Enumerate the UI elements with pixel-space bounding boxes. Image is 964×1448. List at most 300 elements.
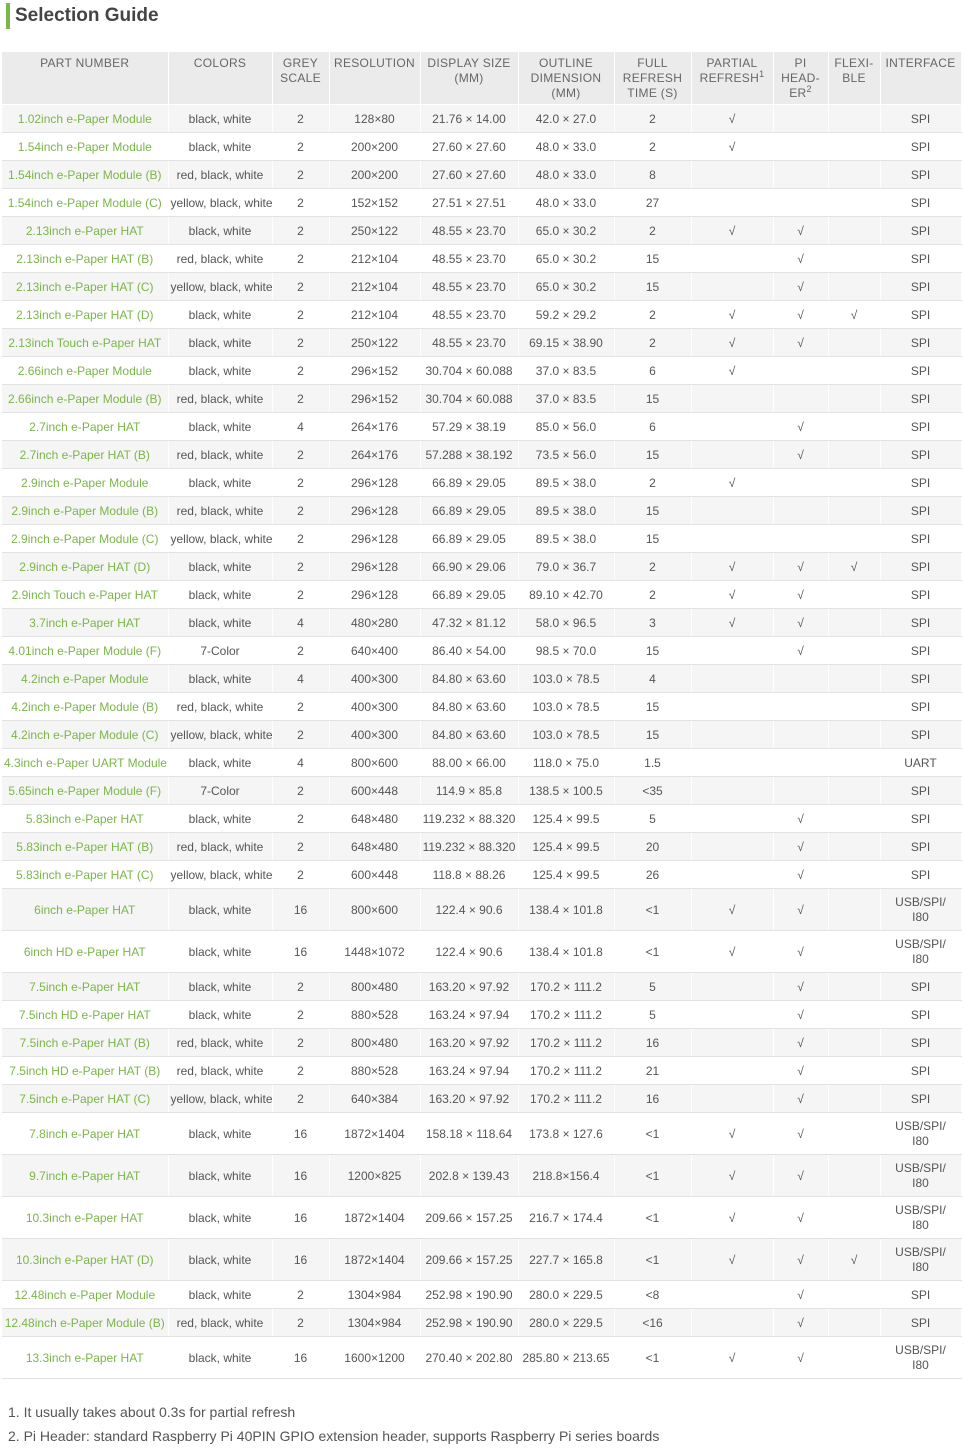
cell-part-number[interactable] xyxy=(2,805,168,833)
cell-full-refresh: 2 xyxy=(614,581,691,609)
cell-resolution: 200×200 xyxy=(329,133,420,161)
part-link[interactable]: 10.3inch e-Paper HAT xyxy=(25,1210,144,1225)
part-link[interactable]: 5.83inch e-Paper HAT (C) xyxy=(15,867,154,882)
cell-flexible xyxy=(828,609,880,637)
cell-display-size: 48.55 × 23.70 xyxy=(420,301,518,329)
cell-display-size: 118.8 × 88.26 xyxy=(420,861,518,889)
part-link[interactable]: 2.9inch e-Paper Module (B) xyxy=(11,503,159,518)
cell-full-refresh: <1 xyxy=(614,1239,691,1281)
part-link[interactable]: 7.5inch HD e-Paper HAT xyxy=(18,1007,151,1022)
cell-partial-refresh xyxy=(691,1057,773,1085)
cell-full-refresh: 5 xyxy=(614,805,691,833)
cell-interface: SPI xyxy=(880,245,961,273)
cell-colors: black, white xyxy=(168,749,272,777)
table-row xyxy=(2,413,961,441)
cell-resolution: 400×300 xyxy=(329,721,420,749)
part-link[interactable]: 12.48inch e-Paper Module xyxy=(14,1287,156,1302)
table-row xyxy=(2,469,961,497)
cell-pi-header: √ xyxy=(773,581,828,609)
cell-colors: black, white xyxy=(168,609,272,637)
cell-colors: black, white xyxy=(168,665,272,693)
cell-part-number[interactable] xyxy=(2,1057,168,1085)
cell-interface: SPI xyxy=(880,441,961,469)
cell-part-number[interactable] xyxy=(2,665,168,693)
table-row xyxy=(2,301,961,329)
part-link[interactable]: 5.65inch e-Paper Module (F) xyxy=(8,783,162,798)
cell-interface: SPI xyxy=(880,301,961,329)
cell-colors: red, black, white xyxy=(168,693,272,721)
cell-pi-header: √ xyxy=(773,441,828,469)
cell-flexible xyxy=(828,721,880,749)
cell-full-refresh: 2 xyxy=(614,217,691,245)
cell-pi-header: √ xyxy=(773,609,828,637)
header-grey-scale: GREY SCALE xyxy=(272,52,329,105)
cell-grey-scale: 2 xyxy=(272,805,329,833)
cell-resolution: 250×122 xyxy=(329,329,420,357)
cell-grey-scale: 2 xyxy=(272,637,329,665)
cell-grey-scale: 4 xyxy=(272,665,329,693)
cell-resolution: 250×122 xyxy=(329,217,420,245)
cell-colors: black, white xyxy=(168,357,272,385)
cell-part-number[interactable] xyxy=(2,1337,168,1379)
cell-interface: SPI xyxy=(880,1001,961,1029)
part-link[interactable]: 2.7inch e-Paper HAT xyxy=(29,419,141,434)
cell-part-number[interactable] xyxy=(2,245,168,273)
cell-flexible xyxy=(828,581,880,609)
cell-colors: black, white xyxy=(168,581,272,609)
cell-partial-refresh xyxy=(691,441,773,469)
cell-full-refresh: 3 xyxy=(614,609,691,637)
part-link[interactable]: 12.48inch e-Paper Module (B) xyxy=(4,1315,165,1330)
cell-interface: SPI xyxy=(880,1309,961,1337)
cell-colors: black, white xyxy=(168,329,272,357)
footnote-1: 1. It usually takes about 0.3s for partial refresh xyxy=(8,1404,296,1420)
cell-partial-refresh xyxy=(691,1309,773,1337)
cell-colors: red, black, white xyxy=(168,497,272,525)
cell-pi-header: √ xyxy=(773,1337,828,1379)
cell-partial-refresh xyxy=(691,861,773,889)
cell-interface: SPI xyxy=(880,469,961,497)
cell-outline-dimension: 73.5 × 56.0 xyxy=(518,441,614,469)
cell-display-size: 30.704 × 60.088 xyxy=(420,357,518,385)
cell-pi-header: √ xyxy=(773,805,828,833)
part-link[interactable]: 1.02inch e-Paper Module xyxy=(17,111,152,126)
cell-part-number[interactable] xyxy=(2,189,168,217)
part-link[interactable]: 1.54inch e-Paper Module (C) xyxy=(7,195,162,210)
cell-interface: SPI xyxy=(880,721,961,749)
part-link[interactable]: 2.13inch e-Paper HAT xyxy=(25,223,144,238)
cell-full-refresh: 2 xyxy=(614,133,691,161)
header-resolution: RESOLUTION xyxy=(329,52,420,105)
part-link[interactable]: 5.83inch e-Paper HAT xyxy=(25,811,144,826)
cell-part-number[interactable] xyxy=(2,441,168,469)
cell-display-size: 252.98 × 190.90 xyxy=(420,1309,518,1337)
part-link[interactable]: 2.66inch e-Paper Module xyxy=(17,363,152,378)
cell-part-number[interactable] xyxy=(2,301,168,329)
part-link[interactable]: 10.3inch e-Paper HAT (D) xyxy=(15,1252,154,1267)
cell-part-number[interactable] xyxy=(2,861,168,889)
cell-outline-dimension: 173.8 × 127.6 xyxy=(518,1113,614,1155)
part-link[interactable]: 2.9inch e-Paper Module xyxy=(21,475,149,490)
part-link[interactable]: 4.2inch e-Paper Module xyxy=(21,671,149,686)
cell-part-number[interactable] xyxy=(2,693,168,721)
cell-part-number[interactable] xyxy=(2,357,168,385)
cell-part-number[interactable] xyxy=(2,609,168,637)
cell-part-number[interactable] xyxy=(2,1197,168,1239)
cell-colors: yellow, black, white xyxy=(168,721,272,749)
cell-pi-header xyxy=(773,721,828,749)
cell-interface: SPI xyxy=(880,1281,961,1309)
cell-flexible xyxy=(828,1155,880,1197)
cell-grey-scale: 2 xyxy=(272,329,329,357)
cell-outline-dimension: 118.0 × 75.0 xyxy=(518,749,614,777)
cell-partial-refresh xyxy=(691,805,773,833)
cell-grey-scale: 2 xyxy=(272,1029,329,1057)
part-link[interactable]: 7.5inch e-Paper HAT (B) xyxy=(19,1035,150,1050)
cell-display-size: 66.90 × 29.06 xyxy=(420,553,518,581)
cell-resolution: 880×528 xyxy=(329,1057,420,1085)
table-row xyxy=(2,1155,961,1197)
interface-line-2: I80 xyxy=(912,1133,929,1148)
cell-grey-scale: 2 xyxy=(272,1085,329,1113)
part-link[interactable]: 7.8inch e-Paper HAT xyxy=(29,1126,141,1141)
table-row xyxy=(2,931,961,973)
cell-partial-refresh xyxy=(691,693,773,721)
cell-interface: SPI xyxy=(880,693,961,721)
table-row xyxy=(2,973,961,1001)
part-link[interactable]: 13.3inch e-Paper HAT xyxy=(25,1350,144,1365)
cell-pi-header xyxy=(773,105,828,133)
cell-display-size: 122.4 × 90.6 xyxy=(420,931,518,973)
cell-partial-refresh: √ xyxy=(691,217,773,245)
cell-flexible xyxy=(828,133,880,161)
cell-full-refresh: 6 xyxy=(614,357,691,385)
part-link[interactable]: 6inch HD e-Paper HAT xyxy=(23,944,146,959)
cell-flexible xyxy=(828,1113,880,1155)
interface-line-2: I80 xyxy=(912,1259,929,1274)
cell-part-number[interactable] xyxy=(2,217,168,245)
cell-grey-scale: 2 xyxy=(272,1057,329,1085)
cell-flexible xyxy=(828,385,880,413)
cell-grey-scale: 2 xyxy=(272,1001,329,1029)
cell-outline-dimension: 58.0 × 96.5 xyxy=(518,609,614,637)
cell-full-refresh: <1 xyxy=(614,1197,691,1239)
cell-partial-refresh: √ xyxy=(691,1337,773,1379)
cell-resolution: 200×200 xyxy=(329,161,420,189)
cell-colors: black, white xyxy=(168,553,272,581)
cell-pi-header xyxy=(773,665,828,693)
cell-outline-dimension: 170.2 × 111.2 xyxy=(518,1001,614,1029)
part-link[interactable]: 4.2inch e-Paper Module (B) xyxy=(11,699,159,714)
cell-interface: SPI xyxy=(880,861,961,889)
cell-grey-scale: 2 xyxy=(272,217,329,245)
cell-full-refresh: <1 xyxy=(614,1113,691,1155)
cell-display-size: 114.9 × 85.8 xyxy=(420,777,518,805)
cell-interface xyxy=(880,1197,961,1239)
cell-full-refresh: <35 xyxy=(614,777,691,805)
cell-partial-refresh: √ xyxy=(691,469,773,497)
cell-partial-refresh: √ xyxy=(691,1113,773,1155)
selection-guide-table xyxy=(2,52,962,1379)
part-link[interactable]: 2.9inch e-Paper HAT (D) xyxy=(19,559,151,574)
cell-grey-scale: 2 xyxy=(272,385,329,413)
cell-outline-dimension: 103.0 × 78.5 xyxy=(518,693,614,721)
cell-full-refresh: 27 xyxy=(614,189,691,217)
cell-part-number[interactable] xyxy=(2,1155,168,1197)
cell-part-number[interactable] xyxy=(2,749,168,777)
cell-outline-dimension: 65.0 × 30.2 xyxy=(518,273,614,301)
cell-grey-scale: 2 xyxy=(272,1281,329,1309)
part-link[interactable]: 2.7inch e-Paper HAT (B) xyxy=(19,447,150,462)
part-link[interactable]: 2.13inch e-Paper HAT (D) xyxy=(15,307,154,322)
cell-grey-scale: 2 xyxy=(272,777,329,805)
cell-partial-refresh xyxy=(691,1029,773,1057)
cell-interface: SPI xyxy=(880,805,961,833)
cell-partial-refresh xyxy=(691,385,773,413)
cell-outline-dimension: 138.4 × 101.8 xyxy=(518,889,614,931)
cell-pi-header: √ xyxy=(773,1239,828,1281)
cell-partial-refresh xyxy=(691,497,773,525)
cell-flexible xyxy=(828,329,880,357)
part-link[interactable]: 2.13inch e-Paper HAT (B) xyxy=(16,251,154,266)
cell-full-refresh: 15 xyxy=(614,525,691,553)
cell-part-number[interactable] xyxy=(2,525,168,553)
cell-flexible xyxy=(828,889,880,931)
cell-resolution: 212×104 xyxy=(329,301,420,329)
cell-full-refresh: 26 xyxy=(614,861,691,889)
cell-part-number[interactable] xyxy=(2,833,168,861)
cell-part-number[interactable] xyxy=(2,133,168,161)
cell-flexible xyxy=(828,189,880,217)
cell-resolution: 800×600 xyxy=(329,749,420,777)
cell-outline-dimension: 103.0 × 78.5 xyxy=(518,721,614,749)
cell-interface: SPI xyxy=(880,189,961,217)
part-link[interactable]: 2.9inch Touch e-Paper HAT xyxy=(11,587,158,602)
cell-flexible xyxy=(828,1197,880,1239)
table-row xyxy=(2,805,961,833)
part-link[interactable]: 7.5inch e-Paper HAT (C) xyxy=(19,1091,151,1106)
part-link[interactable]: 7.5inch e-Paper HAT xyxy=(29,979,141,994)
cell-display-size: 163.20 × 97.92 xyxy=(420,1085,518,1113)
cell-full-refresh: 1.5 xyxy=(614,749,691,777)
cell-partial-refresh xyxy=(691,637,773,665)
interface-line-1: USB/SPI/ xyxy=(895,1342,946,1357)
cell-interface: UART xyxy=(880,749,961,777)
cell-part-number[interactable] xyxy=(2,1239,168,1281)
table-row xyxy=(2,273,961,301)
cell-display-size: 163.24 × 97.94 xyxy=(420,1001,518,1029)
cell-resolution: 800×480 xyxy=(329,973,420,1001)
table-row xyxy=(2,581,961,609)
cell-full-refresh: 2 xyxy=(614,329,691,357)
part-link[interactable]: 2.9inch e-Paper Module (C) xyxy=(11,531,159,546)
cell-grey-scale: 2 xyxy=(272,357,329,385)
cell-outline-dimension: 280.0 × 229.5 xyxy=(518,1281,614,1309)
table-header-row xyxy=(2,52,961,105)
cell-display-size: 163.24 × 97.94 xyxy=(420,1057,518,1085)
part-link[interactable]: 4.2inch e-Paper Module (C) xyxy=(11,727,159,742)
cell-part-number[interactable] xyxy=(2,161,168,189)
cell-part-number[interactable] xyxy=(2,931,168,973)
interface-line-1: USB/SPI/ xyxy=(895,1244,946,1259)
cell-resolution: 600×448 xyxy=(329,861,420,889)
cell-colors: black, white xyxy=(168,469,272,497)
cell-display-size: 84.80 × 63.60 xyxy=(420,693,518,721)
cell-pi-header: √ xyxy=(773,413,828,441)
cell-grey-scale: 16 xyxy=(272,1337,329,1379)
cell-grey-scale: 2 xyxy=(272,273,329,301)
table-row xyxy=(2,1057,961,1085)
cell-colors: yellow, black, white xyxy=(168,189,272,217)
cell-flexible xyxy=(828,245,880,273)
interface-line-1: USB/SPI/ xyxy=(895,894,946,909)
cell-pi-header xyxy=(773,357,828,385)
cell-partial-refresh xyxy=(691,189,773,217)
cell-part-number[interactable] xyxy=(2,581,168,609)
header-display-size: DISPLAY SIZE (MM) xyxy=(420,52,518,105)
cell-flexible xyxy=(828,1029,880,1057)
cell-colors: black, white xyxy=(168,889,272,931)
cell-resolution: 1304×984 xyxy=(329,1281,420,1309)
cell-part-number[interactable] xyxy=(2,385,168,413)
cell-pi-header: √ xyxy=(773,1309,828,1337)
cell-outline-dimension: 89.5 × 38.0 xyxy=(518,469,614,497)
cell-full-refresh: <16 xyxy=(614,1309,691,1337)
table-row xyxy=(2,553,961,581)
part-link[interactable]: 7.5inch HD e-Paper HAT (B) xyxy=(9,1063,161,1078)
part-link[interactable]: 2.66inch e-Paper Module (B) xyxy=(8,391,162,406)
cell-pi-header xyxy=(773,525,828,553)
cell-pi-header: √ xyxy=(773,329,828,357)
cell-colors: red, black, white xyxy=(168,385,272,413)
part-link[interactable]: 1.54inch e-Paper Module xyxy=(17,139,152,154)
part-link[interactable]: 2.13inch Touch e-Paper HAT xyxy=(8,335,162,350)
part-link[interactable]: 6inch e-Paper HAT xyxy=(34,902,136,917)
interface-line-1: USB/SPI/ xyxy=(895,1160,946,1175)
cell-full-refresh: 4 xyxy=(614,665,691,693)
cell-resolution: 296×128 xyxy=(329,553,420,581)
cell-part-number[interactable] xyxy=(2,721,168,749)
cell-resolution: 800×480 xyxy=(329,1029,420,1057)
table-row xyxy=(2,665,961,693)
part-link[interactable]: 5.83inch e-Paper HAT (B) xyxy=(16,839,154,854)
part-link[interactable]: 4.01inch e-Paper Module (F) xyxy=(8,643,162,658)
cell-part-number[interactable] xyxy=(2,973,168,1001)
cell-part-number[interactable] xyxy=(2,553,168,581)
cell-part-number[interactable] xyxy=(2,637,168,665)
cell-outline-dimension: 103.0 × 78.5 xyxy=(518,665,614,693)
cell-outline-dimension: 65.0 × 30.2 xyxy=(518,245,614,273)
cell-part-number[interactable] xyxy=(2,1029,168,1057)
cell-outline-dimension: 37.0 × 83.5 xyxy=(518,357,614,385)
table-row xyxy=(2,1113,961,1155)
cell-outline-dimension: 69.15 × 38.90 xyxy=(518,329,614,357)
header-outline-dimension: OUTLINE DIMENSION (MM) xyxy=(518,52,614,105)
part-link[interactable]: 3.7inch e-Paper HAT xyxy=(29,615,141,630)
cell-pi-header: √ xyxy=(773,973,828,1001)
cell-full-refresh: 8 xyxy=(614,161,691,189)
cell-outline-dimension: 79.0 × 36.7 xyxy=(518,553,614,581)
cell-colors: red, black, white xyxy=(168,1309,272,1337)
cell-pi-header: √ xyxy=(773,931,828,973)
cell-resolution: 1872×1404 xyxy=(329,1239,420,1281)
table-row xyxy=(2,245,961,273)
cell-colors: black, white xyxy=(168,217,272,245)
cell-colors: black, white xyxy=(168,133,272,161)
cell-interface: SPI xyxy=(880,161,961,189)
cell-resolution: 296×152 xyxy=(329,385,420,413)
cell-part-number[interactable] xyxy=(2,413,168,441)
part-link[interactable]: 2.13inch e-Paper HAT (C) xyxy=(15,279,154,294)
part-link[interactable]: 1.54inch e-Paper Module (B) xyxy=(8,167,162,182)
cell-pi-header: √ xyxy=(773,1057,828,1085)
cell-full-refresh: 21 xyxy=(614,1057,691,1085)
cell-display-size: 57.288 × 38.192 xyxy=(420,441,518,469)
cell-part-number[interactable] xyxy=(2,329,168,357)
cell-display-size: 57.29 × 38.19 xyxy=(420,413,518,441)
cell-part-number[interactable] xyxy=(2,469,168,497)
cell-display-size: 66.89 × 29.05 xyxy=(420,581,518,609)
cell-flexible xyxy=(828,161,880,189)
cell-display-size: 84.80 × 63.60 xyxy=(420,665,518,693)
cell-full-refresh: 2 xyxy=(614,553,691,581)
cell-flexible: √ xyxy=(828,301,880,329)
cell-part-number[interactable] xyxy=(2,497,168,525)
interface-line-2: I80 xyxy=(912,1217,929,1232)
cell-outline-dimension: 42.0 × 27.0 xyxy=(518,105,614,133)
cell-part-number[interactable] xyxy=(2,1085,168,1113)
cell-part-number[interactable] xyxy=(2,1309,168,1337)
cell-display-size: 66.89 × 29.05 xyxy=(420,525,518,553)
cell-outline-dimension: 170.2 × 111.2 xyxy=(518,1057,614,1085)
cell-partial-refresh: √ xyxy=(691,1197,773,1239)
cell-colors: black, white xyxy=(168,805,272,833)
cell-pi-header: √ xyxy=(773,1001,828,1029)
cell-part-number[interactable] xyxy=(2,1001,168,1029)
part-link[interactable]: 4.3inch e-Paper UART Module xyxy=(4,755,167,770)
cell-display-size: 163.20 × 97.92 xyxy=(420,973,518,1001)
cell-part-number[interactable] xyxy=(2,1113,168,1155)
cell-partial-refresh xyxy=(691,1281,773,1309)
cell-flexible xyxy=(828,1309,880,1337)
cell-partial-refresh xyxy=(691,525,773,553)
part-link[interactable]: 9.7inch e-Paper HAT xyxy=(29,1168,141,1183)
table-row xyxy=(2,525,961,553)
cell-interface: SPI xyxy=(880,133,961,161)
cell-partial-refresh: √ xyxy=(691,105,773,133)
cell-part-number[interactable] xyxy=(2,777,168,805)
cell-pi-header: √ xyxy=(773,889,828,931)
table-row xyxy=(2,357,961,385)
cell-colors: red, black, white xyxy=(168,1057,272,1085)
footnote-2: 2. Pi Header: standard Raspberry Pi 40PIN GPIO extension header, supports Raspberry Pi series boards xyxy=(8,1428,660,1444)
cell-resolution: 212×104 xyxy=(329,273,420,301)
cell-colors: yellow, black, white xyxy=(168,273,272,301)
cell-resolution: 296×128 xyxy=(329,581,420,609)
cell-flexible xyxy=(828,525,880,553)
cell-resolution: 800×600 xyxy=(329,889,420,931)
cell-outline-dimension: 216.7 × 174.4 xyxy=(518,1197,614,1239)
cell-colors: black, white xyxy=(168,973,272,1001)
cell-colors: yellow, black, white xyxy=(168,861,272,889)
cell-part-number[interactable] xyxy=(2,1281,168,1309)
cell-part-number[interactable] xyxy=(2,105,168,133)
cell-grey-scale: 2 xyxy=(272,301,329,329)
cell-part-number[interactable] xyxy=(2,889,168,931)
cell-interface: SPI xyxy=(880,581,961,609)
cell-resolution: 1872×1404 xyxy=(329,1113,420,1155)
cell-part-number[interactable] xyxy=(2,273,168,301)
